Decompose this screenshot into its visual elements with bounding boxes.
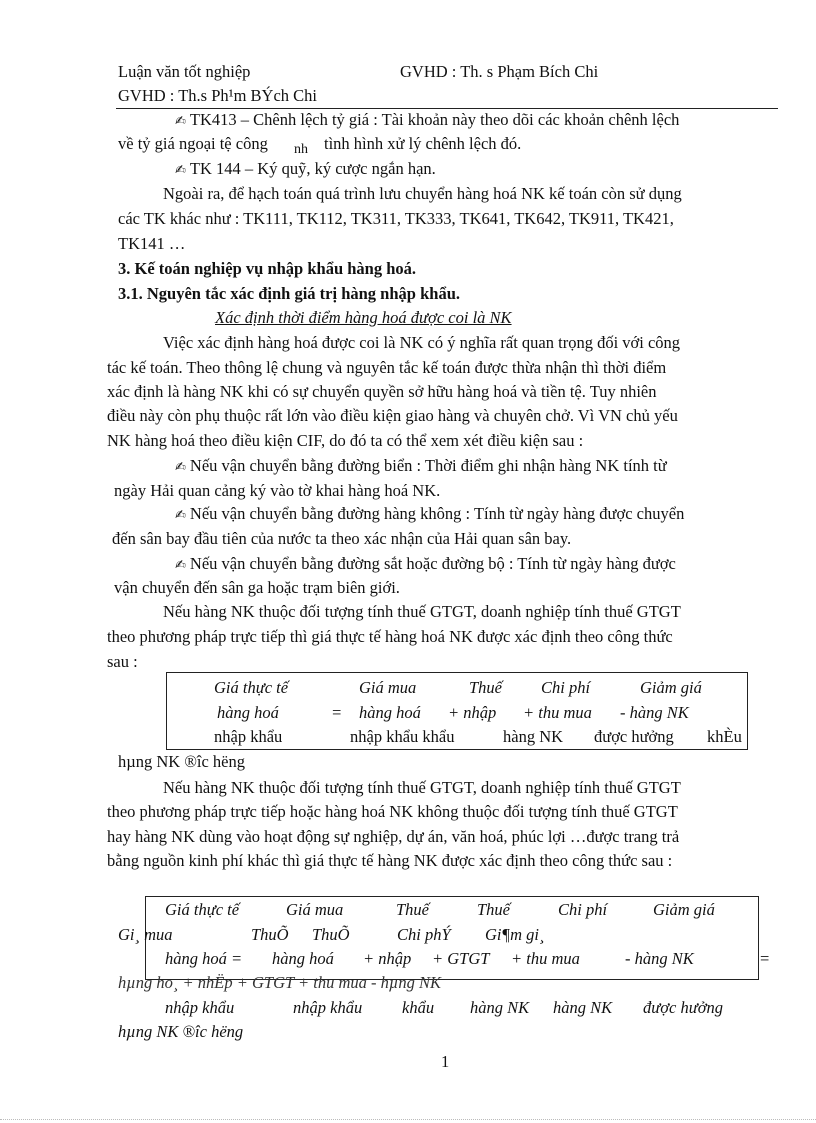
formula-2-garbled: Chi phÝ xyxy=(397,925,451,944)
paragraph-3-line-1: Nếu hàng NK thuộc đối tượng tính thuế GTGT, doanh nghiệp tính thuế GTGT xyxy=(163,778,681,797)
paragraph-2-line-2: theo phương pháp trực tiếp thì giá thực tế hàng hoá NK được xác định theo công thức xyxy=(107,627,673,646)
formula-2-garbled: ThuÕ xyxy=(251,925,289,944)
formula-1-garbled: hµng NK ®îc hëng xyxy=(118,752,245,771)
other-accounts-1: Ngoài ra, để hạch toán quá trình lưu chuyển hàng hoá NK kế toán còn sử dụng xyxy=(163,184,682,203)
header-line-2: GVHD : Th.s Ph¹m BÝch Chi xyxy=(118,86,317,105)
formula-2-term: khẩu xyxy=(402,998,435,1017)
formula-2-equals: = xyxy=(760,949,770,968)
paragraph-3-line-2: theo phương pháp trực tiếp hoặc hàng hoá NK không thuộc đối tượng tính thuế GTGT xyxy=(107,802,678,821)
pencil-icon: ✍ xyxy=(175,508,186,523)
formula-2-term: Thuế xyxy=(477,900,510,919)
formula-1-term: nhập khẩu khẩu xyxy=(350,727,455,746)
tk413-line-2-nh: nh xyxy=(294,142,308,157)
formula-2-term: Giá thực tế xyxy=(165,900,240,919)
section-3-1-title: 3.1. Nguyên tắc xác định giá trị hàng nhập khẩu. xyxy=(118,284,460,303)
formula-2-term: Thuế xyxy=(396,900,429,919)
formula-1-term: hàng hoá xyxy=(217,703,279,722)
formula-2-term: Giá mua xyxy=(286,900,344,919)
formula-1-term: Giảm giá xyxy=(640,678,702,697)
pencil-icon: ✍ xyxy=(175,460,186,475)
formula-2-garbled: ThuÕ xyxy=(312,925,350,944)
formula-2-term: nhập khẩu xyxy=(293,998,363,1017)
header-rule xyxy=(116,108,778,109)
paragraph-3-line-3: hay hàng NK dùng vào hoạt động sự nghiệp, dự án, văn hoá, phúc lợi …được trang trả xyxy=(107,827,680,846)
paragraph-1-line-1: Việc xác định hàng hoá được coi là NK có ý nghĩa rất quan trọng đối với công xyxy=(163,333,681,352)
bullet-air-text: Nếu vận chuyển bằng đường hàng không : Tính từ ngày hàng được chuyển xyxy=(189,504,685,523)
formula-2-garbled: Gi¶m gi¸ xyxy=(485,925,545,944)
tk144-text: TK 144 – Ký quỹ, ký cược ngắn hạn. xyxy=(189,159,436,178)
formula-2-term: hàng hoá xyxy=(272,949,334,968)
section-3-title: 3. Kế toán nghiệp vụ nhập khẩu hàng hoá. xyxy=(118,259,417,278)
paragraph-1-line-2: tác kế toán. Theo thông lệ chung và nguyên tắc kế toán được thừa nhận thì thời điểm xyxy=(107,358,667,377)
formula-1-term: được hưởng xyxy=(594,727,674,746)
bullet-air-line-2: đến sân bay đầu tiên của nước ta theo xác nhận của Hải quan sân bay. xyxy=(112,529,572,548)
formula-1-term: Chi phí xyxy=(541,678,591,697)
page-number: 1 xyxy=(441,1052,450,1071)
formula-2-term: hàng NK xyxy=(553,998,613,1017)
bullet-sea-text: Nếu vận chuyển bằng đường biển : Thời điểm ghi nhận hàng NK tính từ xyxy=(189,456,667,475)
tk413-line-2a: về tỷ giá ngoại tệ công xyxy=(118,134,268,153)
formula-1-term: Thuế xyxy=(469,678,502,697)
formula-1-term: + thu mua xyxy=(523,703,592,722)
pencil-icon: ✍ xyxy=(175,558,186,573)
pencil-icon: ✍ xyxy=(175,114,186,129)
section-subtitle: Xác định thời điểm hàng hoá được coi là NK xyxy=(215,308,512,327)
formula-1-term: + nhập xyxy=(448,703,497,722)
formula-1-term: hàng NK xyxy=(503,727,564,746)
paragraph-1-line-3: xác định là hàng NK khi có sự chuyển quyền sở hữu hàng hoá và tiền tệ. Tuy nhiên xyxy=(107,382,657,401)
formula-1-equals: = xyxy=(331,703,343,722)
formula-2-term: - hàng NK xyxy=(625,949,694,968)
paragraph-1-line-5: NK hàng hoá theo điều kiện CIF, do đó ta có thể xem xét điều kiện sau : xyxy=(107,431,584,450)
formula-1-term: Giá mua xyxy=(359,678,417,697)
formula-1-term: nhập khẩu xyxy=(214,727,283,746)
header-left: Luận văn tốt nghiệp xyxy=(118,62,251,81)
bullet-rail-line-1 xyxy=(175,554,676,576)
bullet-air-line-1 xyxy=(175,504,684,526)
tk413-line-2b: tình hình xử lý chênh lệch đó. xyxy=(324,134,522,153)
formula-1-term: Giá thực tế xyxy=(214,678,289,697)
formula-2-garbled: Gi¸ mua xyxy=(118,925,173,944)
pencil-icon: ✍ xyxy=(175,163,186,178)
header-right: GVHD : Th. s Phạm Bích Chi xyxy=(400,62,599,81)
formula-2-term: hàng NK xyxy=(470,998,530,1017)
formula-1-term: hàng hoá xyxy=(359,703,421,722)
bullet-rail-line-2: vận chuyển đến sân ga hoặc trạm biên giới. xyxy=(114,578,400,597)
formula-2-term: + thu mua xyxy=(511,949,580,968)
paragraph-2-line-3: sau : xyxy=(107,652,138,671)
formula-2-term: hàng hoá = xyxy=(165,949,243,968)
formula-2-term: + GTGT xyxy=(432,949,490,968)
tk413-line-1 xyxy=(175,110,679,132)
paragraph-2-line-1: Nếu hàng NK thuộc đối tượng tính thuế GTGT, doanh nghiệp tính thuế GTGT xyxy=(163,602,681,621)
formula-1-term: khÈu xyxy=(707,727,742,746)
tk144-line xyxy=(175,159,436,181)
formula-2-garbled: hµng NK ®îc hëng xyxy=(118,1022,244,1041)
bullet-sea-line-1 xyxy=(175,456,667,478)
formula-2-term: được hưởng xyxy=(643,998,724,1017)
formula-2-term: nhập khẩu xyxy=(165,998,235,1017)
bullet-rail-text: Nếu vận chuyển bằng đường sắt hoặc đường bộ : Tính từ ngày hàng được xyxy=(189,554,676,573)
other-accounts-2: các TK khác như : TK111, TK112, TK311, TK333, TK641, TK642, TK911, TK421, xyxy=(118,209,674,228)
other-accounts-3: TK141 … xyxy=(118,234,186,253)
formula-2-term: + nhập xyxy=(363,949,412,968)
tk413-text-1: TK413 – Chênh lệch tỷ giá : Tài khoản này theo dõi các khoản chênh lệch xyxy=(189,110,680,129)
formula-2-garbled: hµng ho¸ + nhËp + GTGT + thu mua - hµng NK xyxy=(118,973,442,992)
paragraph-3-line-4: bằng nguồn kinh phí khác thì giá thực tế hàng NK được xác định theo công thức sau : xyxy=(107,851,673,870)
page-bottom-divider xyxy=(0,1119,816,1120)
formula-2-term: Chi phí xyxy=(558,900,608,919)
formula-2-term: Giảm giá xyxy=(653,900,715,919)
paragraph-1-line-4: điều này còn phụ thuộc rất lớn vào điều kiện giao hàng và chuyên chở. Vì VN chủ yếu xyxy=(107,406,678,425)
formula-1-term: - hàng NK xyxy=(620,703,689,722)
bullet-sea-line-2: ngày Hải quan cảng ký vào tờ khai hàng hoá NK. xyxy=(114,481,441,500)
